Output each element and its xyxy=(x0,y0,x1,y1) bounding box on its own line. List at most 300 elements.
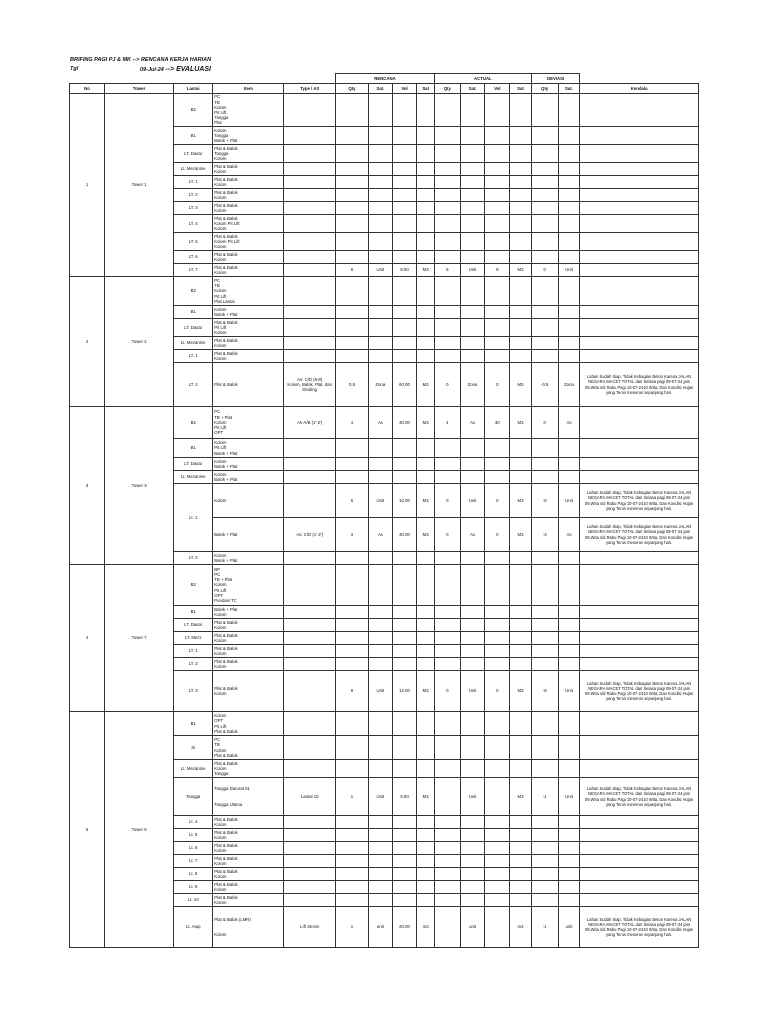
deviasi-qty xyxy=(531,306,558,319)
rencana-qty xyxy=(335,94,368,127)
actual-sat xyxy=(460,145,485,163)
rencana-qty: 6 xyxy=(335,484,368,518)
column-header: Qty xyxy=(335,84,368,94)
actual-vol xyxy=(485,471,510,484)
rencana-qty xyxy=(335,842,368,855)
actual-vol xyxy=(485,127,510,145)
actual-qty xyxy=(434,233,460,251)
type-as xyxy=(284,565,336,606)
actual-vol-sat: m3 xyxy=(510,907,532,948)
rencana-vol xyxy=(392,176,417,189)
floor-label: LT. 2 xyxy=(174,189,213,202)
floor-label: B2 xyxy=(174,565,213,606)
tower-number: 3 xyxy=(70,407,105,565)
rencana-vol: 20.00 xyxy=(392,907,417,948)
rencana-qty xyxy=(335,458,368,471)
actual-vol xyxy=(485,868,510,881)
actual-vol: 0 xyxy=(485,671,510,712)
column-header: Sat xyxy=(510,84,532,94)
kendala-note xyxy=(580,202,699,215)
actual-qty: 0 xyxy=(434,363,460,407)
deviasi-sat xyxy=(558,894,580,907)
work-item: Plat & Balok Kolom xyxy=(213,176,284,189)
column-header: Item xyxy=(213,84,284,94)
work-item: Plat & Balok Kolom xyxy=(213,202,284,215)
work-item: Plat & Balok Kolom xyxy=(213,163,284,176)
work-item: Plat & Balok Kolom xyxy=(213,264,284,277)
floor-label: Lt. 7 xyxy=(174,855,213,868)
rencana-sat: Unit xyxy=(368,264,392,277)
type-as xyxy=(284,337,336,350)
rencana-qty xyxy=(335,619,368,632)
floor-label: Lt. 5 xyxy=(174,829,213,842)
rencana-qty: 3 xyxy=(335,518,368,552)
rencana-vol xyxy=(392,552,417,565)
tower-number: 2 xyxy=(70,277,105,407)
kendala-note: Lahan Sudah Siap, Tidak Kebagian Beton Karena JALAN NEGARA MACET TOTAL dari Selasa pagi 09-07-24 jam 09.Wita s/d Rabu Pagi 10-07-2410 Wita, Dan Kondisi Hujan yang Terus menerus sepanjang hari. xyxy=(580,363,699,407)
actual-sat xyxy=(460,868,485,881)
floor-label: Si xyxy=(174,736,213,760)
rencana-sat: As xyxy=(368,518,392,552)
rencana-sat: Unit xyxy=(368,484,392,518)
deviasi-sat xyxy=(558,277,580,306)
rencana-qty: 1 xyxy=(335,778,368,816)
deviasi-qty xyxy=(531,176,558,189)
actual-sat xyxy=(460,439,485,458)
actual-vol-sat xyxy=(510,233,532,251)
floor-label: LT. Dasar xyxy=(174,458,213,471)
actual-qty xyxy=(434,251,460,264)
floor-label: LT. 5 xyxy=(174,233,213,251)
actual-vol xyxy=(485,565,510,606)
actual-qty xyxy=(434,881,460,894)
floor-label: B1 xyxy=(174,127,213,145)
rencana-sat xyxy=(368,94,392,127)
floor-label: LT. 7 xyxy=(174,264,213,277)
rencana-qty xyxy=(335,829,368,842)
rencana-qty: 8 xyxy=(335,671,368,712)
floor-label: B1 xyxy=(174,439,213,458)
rencana-sat xyxy=(368,306,392,319)
work-item: Plat & Balok Tangga Kolom xyxy=(213,145,284,163)
actual-vol-sat xyxy=(510,215,532,233)
actual-sat xyxy=(460,619,485,632)
rencana-vol-sat xyxy=(417,163,435,176)
work-item: Plat & Balok Kolom xyxy=(213,855,284,868)
actual-vol-sat xyxy=(510,855,532,868)
rencana-vol-sat xyxy=(417,619,435,632)
kendala-note xyxy=(580,471,699,484)
rencana-vol-sat xyxy=(417,189,435,202)
rencana-vol xyxy=(392,189,417,202)
actual-vol xyxy=(485,760,510,778)
rencana-sat xyxy=(368,760,392,778)
actual-sat xyxy=(460,176,485,189)
group-header-row xyxy=(70,74,699,84)
column-header-row xyxy=(70,84,699,94)
column-header: Tower xyxy=(105,84,174,94)
deviasi-qty xyxy=(531,736,558,760)
actual-vol-sat xyxy=(510,552,532,565)
type-as xyxy=(284,189,336,202)
actual-vol-sat xyxy=(510,145,532,163)
actual-vol xyxy=(485,350,510,363)
rencana-vol xyxy=(392,471,417,484)
type-as: As: C/D (5-8) Kolom, Balok, Plat, dan Dinding xyxy=(284,363,336,407)
rencana-qty xyxy=(335,277,368,306)
actual-vol-sat xyxy=(510,894,532,907)
actual-vol xyxy=(485,202,510,215)
rencana-vol xyxy=(392,337,417,350)
deviasi-sat: As xyxy=(558,518,580,552)
rencana-qty xyxy=(335,233,368,251)
work-item: Plat & Balok Kolom xyxy=(213,645,284,658)
rencana-vol xyxy=(392,736,417,760)
deviasi-sat xyxy=(558,606,580,619)
kendala-note xyxy=(580,189,699,202)
actual-sat xyxy=(460,215,485,233)
tower-name: Tower 7 xyxy=(105,565,174,712)
tower-number: 4 xyxy=(70,565,105,712)
type-as xyxy=(284,306,336,319)
type-as xyxy=(284,233,336,251)
rencana-vol-sat xyxy=(417,319,435,337)
actual-vol-sat xyxy=(510,306,532,319)
actual-vol xyxy=(485,816,510,829)
actual-vol-sat xyxy=(510,337,532,350)
rencana-qty xyxy=(335,632,368,645)
floor-label: LT. Dasar xyxy=(174,319,213,337)
rencana-qty xyxy=(335,855,368,868)
actual-qty xyxy=(434,202,460,215)
work-item: Tangga Darurat 01 Tangga Utama xyxy=(213,778,284,816)
type-as xyxy=(284,251,336,264)
actual-qty xyxy=(434,894,460,907)
actual-qty xyxy=(434,319,460,337)
deviasi-sat: Zona xyxy=(558,363,580,407)
actual-vol xyxy=(485,233,510,251)
kendala-note xyxy=(580,619,699,632)
type-as xyxy=(284,881,336,894)
kendala-note xyxy=(580,163,699,176)
actual-vol xyxy=(485,645,510,658)
type-as xyxy=(284,94,336,127)
rencana-qty xyxy=(335,471,368,484)
rencana-sat xyxy=(368,736,392,760)
rencana-vol xyxy=(392,233,417,251)
rencana-vol xyxy=(392,350,417,363)
rencana-vol xyxy=(392,306,417,319)
deviasi-qty xyxy=(531,215,558,233)
rencana-vol-sat xyxy=(417,894,435,907)
rencana-vol xyxy=(392,855,417,868)
kendala-note: Lahan Sudah Siap, Tidak Kebagian Beton Karena JALAN NEGARA MACET TOTAL dari Selasa pagi 09-07-24 jam 09.Wita s/d Rabu Pagi 10-07-2410 Wita, Dan Kondisi Hujan yang Terus menerus sepanjang hari. xyxy=(580,518,699,552)
deviasi-qty: -0.5 xyxy=(531,363,558,407)
actual-sat xyxy=(460,163,485,176)
work-item: Plat & Balok Kolom xyxy=(213,842,284,855)
deviasi-qty xyxy=(531,894,558,907)
kendala-note xyxy=(580,277,699,306)
rencana-vol-sat: M3 xyxy=(417,671,435,712)
rencana-sat xyxy=(368,658,392,671)
kendala-note xyxy=(580,306,699,319)
kendala-note xyxy=(580,712,699,736)
type-as xyxy=(284,632,336,645)
deviasi-sat xyxy=(558,712,580,736)
rencana-vol-sat xyxy=(417,881,435,894)
actual-qty xyxy=(434,632,460,645)
type-as xyxy=(284,842,336,855)
deviasi-qty xyxy=(531,855,558,868)
actual-sat: As xyxy=(460,518,485,552)
rencana-vol-sat xyxy=(417,233,435,251)
deviasi-qty xyxy=(531,127,558,145)
kendala-note xyxy=(580,350,699,363)
kendala-note xyxy=(580,868,699,881)
kendala-note xyxy=(580,855,699,868)
actual-vol-sat xyxy=(510,189,532,202)
deviasi-qty xyxy=(531,94,558,127)
actual-qty xyxy=(434,829,460,842)
rencana-sat xyxy=(368,277,392,306)
actual-qty xyxy=(434,712,460,736)
deviasi-qty xyxy=(531,350,558,363)
work-item: Plat & Balok Kolom xyxy=(213,350,284,363)
work-item: Plat & Balok Kolom xyxy=(213,189,284,202)
rencana-vol-sat xyxy=(417,215,435,233)
actual-sat: Unit xyxy=(460,484,485,518)
floor-label: Lt. 1 xyxy=(174,484,213,552)
actual-vol-sat: M3 xyxy=(510,518,532,552)
evaluasi-label: --> EVALUASI xyxy=(165,66,211,73)
floor-label: Lt. Mezanine xyxy=(174,163,213,176)
actual-vol xyxy=(485,736,510,760)
column-header: Lantai xyxy=(174,84,213,94)
deviasi-sat xyxy=(558,565,580,606)
rencana-qty xyxy=(335,306,368,319)
actual-vol-sat xyxy=(510,658,532,671)
deviasi-sat xyxy=(558,881,580,894)
deviasi-qty: -1 xyxy=(531,778,558,816)
kendala-note xyxy=(580,233,699,251)
rencana-vol-sat xyxy=(417,145,435,163)
rencana-vol-sat xyxy=(417,94,435,127)
rencana-vol-sat xyxy=(417,565,435,606)
rencana-vol-sat: M3 xyxy=(417,484,435,518)
work-item: Balok + Plat xyxy=(213,518,284,552)
rencana-sat xyxy=(368,645,392,658)
rencana-qty: 4 xyxy=(335,407,368,439)
rencana-vol-sat xyxy=(417,277,435,306)
floor-label: LT. 2 xyxy=(174,363,213,407)
deviasi-sat xyxy=(558,202,580,215)
rencana-vol-sat xyxy=(417,176,435,189)
kendala-note xyxy=(580,760,699,778)
actual-vol: 8 xyxy=(485,264,510,277)
type-as xyxy=(284,350,336,363)
rencana-qty xyxy=(335,127,368,145)
actual-qty xyxy=(434,736,460,760)
rencana-sat xyxy=(368,565,392,606)
column-header: Kendala xyxy=(580,84,699,94)
actual-vol xyxy=(485,894,510,907)
tower-name: Tower 2 xyxy=(105,277,174,407)
deviasi-qty xyxy=(531,881,558,894)
deviasi-qty xyxy=(531,251,558,264)
rencana-vol xyxy=(392,645,417,658)
actual-qty xyxy=(434,868,460,881)
work-item: Plat & Balok (LMR) Kolom xyxy=(213,907,284,948)
work-item: Kolom Balok + Plat xyxy=(213,306,284,319)
actual-vol xyxy=(485,632,510,645)
date-label: Tgl xyxy=(70,66,79,72)
rencana-vol-sat: M3 xyxy=(417,363,435,407)
rencana-vol xyxy=(392,127,417,145)
type-as xyxy=(284,816,336,829)
floor-label: LT. 3 xyxy=(174,202,213,215)
rencana-vol: 5.00 xyxy=(392,778,417,816)
evaluation-table xyxy=(69,73,699,948)
actual-sat xyxy=(460,645,485,658)
actual-vol xyxy=(485,829,510,842)
rencana-sat xyxy=(368,842,392,855)
rencana-sat xyxy=(368,816,392,829)
floor-label: LT. 1 xyxy=(174,645,213,658)
kendala-note xyxy=(580,552,699,565)
rencana-qty xyxy=(335,658,368,671)
deviasi-sat xyxy=(558,645,580,658)
deviasi-qty xyxy=(531,145,558,163)
rencana-sat xyxy=(368,439,392,458)
rencana-sat xyxy=(368,881,392,894)
rencana-sat xyxy=(368,471,392,484)
actual-vol-sat xyxy=(510,350,532,363)
floor-label: LT. Dasar xyxy=(174,145,213,163)
work-item: Kolom xyxy=(213,484,284,518)
actual-sat xyxy=(460,251,485,264)
deviasi-sat: unit xyxy=(558,907,580,948)
tower-name: Tower 1 xyxy=(105,94,174,277)
actual-qty xyxy=(434,606,460,619)
rencana-vol xyxy=(392,712,417,736)
rencana-vol-sat xyxy=(417,606,435,619)
deviasi-qty xyxy=(531,619,558,632)
rencana-vol-sat xyxy=(417,736,435,760)
rencana-vol-sat xyxy=(417,868,435,881)
actual-vol-sat xyxy=(510,606,532,619)
actual-sat xyxy=(460,552,485,565)
rencana-vol-sat xyxy=(417,471,435,484)
actual-sat xyxy=(460,471,485,484)
kendala-note xyxy=(580,645,699,658)
type-as xyxy=(284,619,336,632)
rencana-sat xyxy=(368,337,392,350)
deviasi-sat xyxy=(558,816,580,829)
rencana-vol-sat xyxy=(417,712,435,736)
rencana-vol xyxy=(392,458,417,471)
rencana-sat xyxy=(368,319,392,337)
actual-vol xyxy=(485,439,510,458)
actual-vol xyxy=(485,712,510,736)
actual-vol-sat: M3 xyxy=(510,778,532,816)
floor-label: Lt. Atap xyxy=(174,907,213,948)
actual-qty: 0 xyxy=(434,671,460,712)
column-header: Sat. xyxy=(460,84,485,94)
group-spacer xyxy=(580,74,699,84)
floor-label: LT. 4 xyxy=(174,215,213,233)
actual-qty: 0 xyxy=(434,518,460,552)
type-as xyxy=(284,606,336,619)
floor-label: Lt. Mezanine xyxy=(174,471,213,484)
deviasi-sat xyxy=(558,337,580,350)
kendala-note xyxy=(580,176,699,189)
type-as xyxy=(284,215,336,233)
deviasi-qty xyxy=(531,712,558,736)
actual-vol-sat xyxy=(510,163,532,176)
rencana-vol-sat xyxy=(417,855,435,868)
actual-sat xyxy=(460,565,485,606)
rencana-qty xyxy=(335,319,368,337)
floor-label: Lt. 8 xyxy=(174,868,213,881)
deviasi-qty xyxy=(531,565,558,606)
actual-vol-sat xyxy=(510,94,532,127)
actual-vol-sat xyxy=(510,565,532,606)
actual-qty xyxy=(434,306,460,319)
rencana-sat: unit xyxy=(368,907,392,948)
rencana-sat: Unit xyxy=(368,778,392,816)
type-as xyxy=(284,176,336,189)
actual-qty xyxy=(434,645,460,658)
work-item: Plat & Balok Kolom Pit Lift Kolom xyxy=(213,233,284,251)
rencana-qty xyxy=(335,251,368,264)
actual-vol xyxy=(485,606,510,619)
rencana-qty: 8 xyxy=(335,264,368,277)
rencana-vol xyxy=(392,829,417,842)
actual-vol-sat xyxy=(510,176,532,189)
actual-qty xyxy=(434,337,460,350)
type-as xyxy=(284,163,336,176)
floor-label: B1 xyxy=(174,712,213,736)
rencana-vol xyxy=(392,565,417,606)
actual-qty xyxy=(434,552,460,565)
floor-label: LT. 6 xyxy=(174,251,213,264)
floor-label: Lt. Mezanine xyxy=(174,760,213,778)
actual-sat xyxy=(460,337,485,350)
actual-qty xyxy=(434,163,460,176)
type-as xyxy=(284,264,336,277)
rencana-vol-sat: M3 xyxy=(417,407,435,439)
deviasi-sat xyxy=(558,658,580,671)
work-item: Plat & Balok Kolom xyxy=(213,868,284,881)
actual-vol xyxy=(485,215,510,233)
rencana-vol xyxy=(392,251,417,264)
tower-number: 1 xyxy=(70,94,105,277)
kendala-note xyxy=(580,264,699,277)
deviasi-sat xyxy=(558,855,580,868)
actual-vol xyxy=(485,251,510,264)
deviasi-sat xyxy=(558,176,580,189)
floor-label: Lt. 10 xyxy=(174,894,213,907)
actual-sat xyxy=(460,202,485,215)
type-as xyxy=(284,277,336,306)
deviasi-qty xyxy=(531,645,558,658)
floor-label: B1 xyxy=(174,306,213,319)
deviasi-sat xyxy=(558,163,580,176)
work-item: Kolom Pit Lift Balok + Plat xyxy=(213,439,284,458)
actual-vol-sat: M3 xyxy=(510,671,532,712)
column-header: Qty xyxy=(531,84,558,94)
deviasi-qty xyxy=(531,233,558,251)
